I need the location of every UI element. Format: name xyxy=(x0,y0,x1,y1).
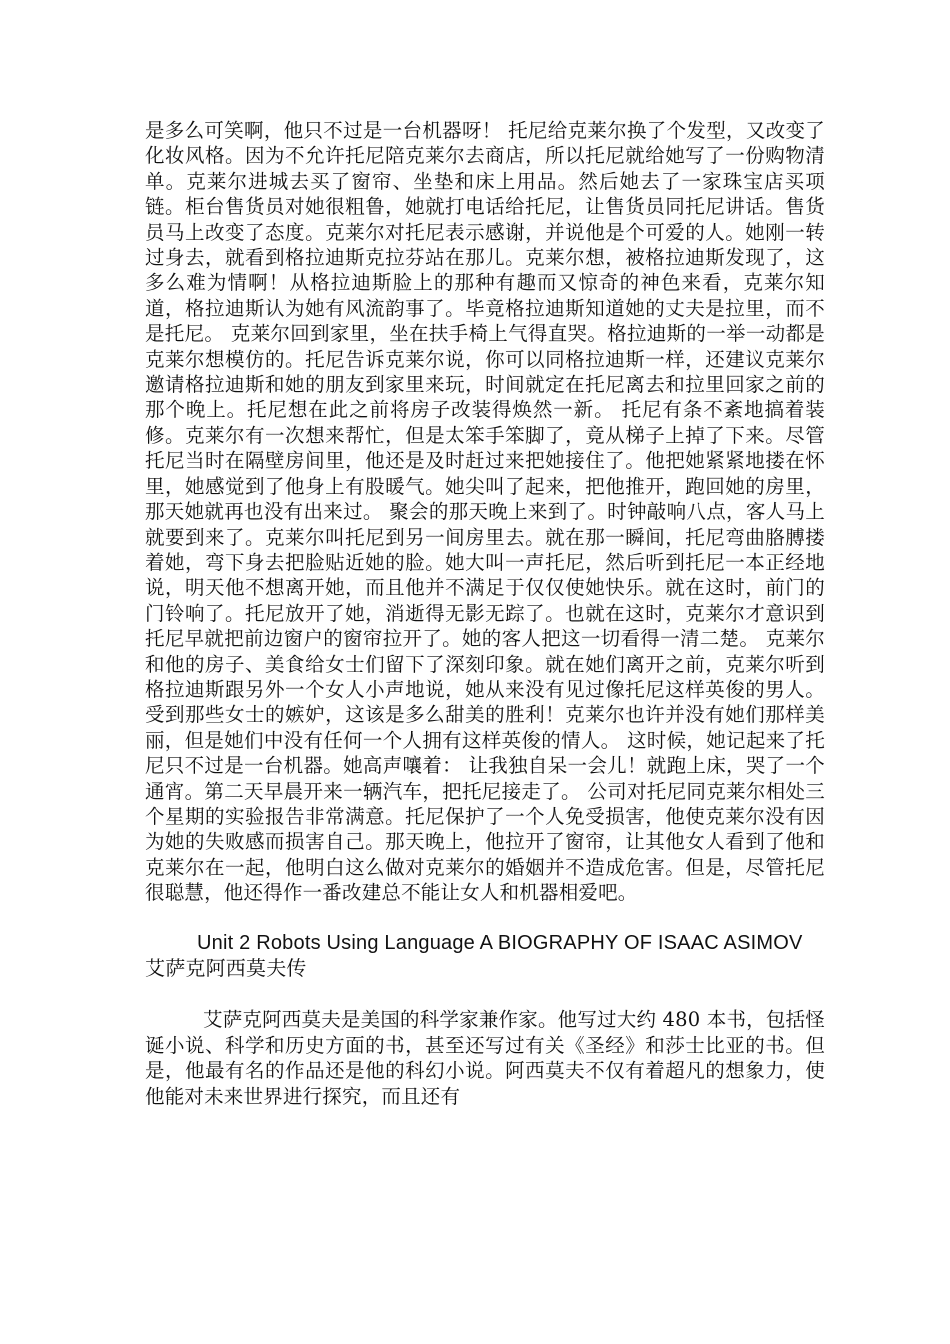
unit-heading-chinese: 艾萨克阿西莫夫传 xyxy=(145,956,307,980)
story-paragraph: 是多么可笑啊，他只不过是一台机器呀！ 托尼给克莱尔换了个发型，又改变了化妆风格。因为不允许托尼陪克莱尔去商店，所以托尼就给她写了一份购物清单。克莱尔进城去买了窗帘、坐垫和床上用品。然后她去了一家珠宝店买项链。柜台售货员对她很粗鲁，她就打电话给托尼，让售货员同托尼讲话。售货员马上改变了态度。克莱尔对托尼表示感谢，并说他是个可爱的人。她刚一转过身去，就看到格拉迪斯克拉芬站在那儿。克莱尔想，被格拉迪斯发现了，这多么难为情啊！从格拉迪斯脸上的那种有趣而又惊奇的神色来看，克莱尔知道，格拉迪斯认为她有风流韵事了。毕竟格拉迪斯知道她的丈夫是拉里，而不是托尼。 克莱尔回到家里，坐在扶手椅上气得直哭。格拉迪斯的一举一动都是克莱尔想模仿的。托尼告诉克莱尔说，你可以同格拉迪斯一样，还建议克莱尔邀请格拉迪斯和她的朋友到家里来玩，时间就定在托尼离去和拉里回家之前的那个晚上。托尼想在此之前将房子改装得焕然一新。 托尼有条不紊地搞着装修。克莱尔有一次想来帮忙，但是太笨手笨脚了，竟从梯子上掉了下来。尽管托尼当时在隔壁房间里，他还是及时赶过来把她接住了。他把她紧紧地搂在怀里，她感觉到了他身上有股暖气。她尖叫了起来，把他推开，跑回她的房里，那天她就再也没有出来过。 聚会的那天晚上来到了。时钟敲响八点，客人马上就要到来了。克莱尔叫托尼到另一间房里去。就在那一瞬间，托尼弯曲胳膊搂着她，弯下身去把脸贴近她的脸。她大叫一声托尼，然后听到托尼一本正经地说，明天他不想离开她，而且他并不满足于仅仅使她快乐。就在这时，前门的门铃响了。托尼放开了她，消逝得无影无踪了。也就在这时，克莱尔才意识到托尼早就把前边窗户的窗帘拉开了。她的客人把这一切看得一清二楚。 克莱尔和他的房子、美食给女士们留下了深刻印象。就在她们离开之前，克莱尔听到格拉迪斯跟另外一个女人小声地说，她从来没有见过像托尼这样英俊的男人。受到那些女士的嫉妒，这该是多么甜美的胜利！克莱尔也许并没有她们那样美丽，但是她们中没有任何一个人拥有这样英俊的情人。 这时候，她记起来了托尼只不过是一台机器。她高声嚷着： 让我独自呆一会儿！就跑上床，哭了一个通宵。第二天早晨开来一辆汽车，把托尼接走了。 公司对托尼同克莱尔相处三个星期的实验报告非常满意。托尼保护了一个人免受损害，他使克莱尔没有因为她的失败感而损害自己。那天晚上，他拉开了窗帘，让其他女人看到了他和克莱尔在一起，他明白这么做对克莱尔的婚姻并不造成危害。但是，尽管托尼很聪慧，他还得作一番改建总不能让女人和机器相爱吧。 xyxy=(145,119,825,905)
unit-heading xyxy=(145,931,825,983)
unit-heading-english: Unit 2 Robots Using Language A BIOGRAPHY OF ISAAC ASIMOV xyxy=(197,931,803,954)
document-page xyxy=(145,118,825,1109)
biography-paragraph: 艾萨克阿西莫夫是美国的科学家兼作家。他写过大约 480 本书，包括怪诞小说、科学和历史方面的书，甚至还写过有关《圣经》和莎士比亚的书。但是，他最有名的作品还是他的科幻小说。阿西莫夫不仅有着超凡的想象力，使他能对未来世界进行探究，而且还有 xyxy=(145,1008,825,1108)
